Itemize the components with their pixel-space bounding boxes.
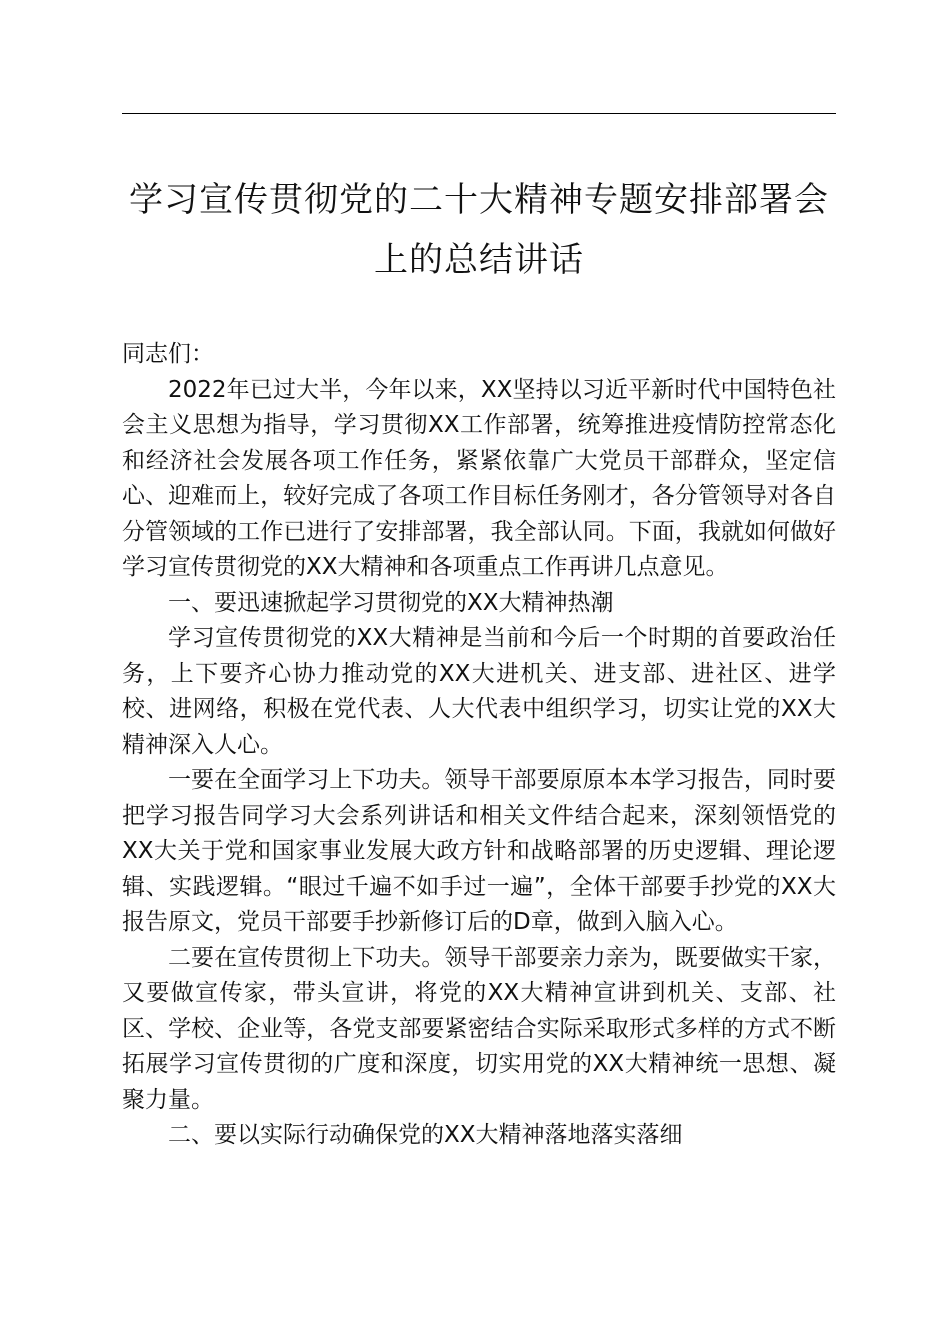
document-title xyxy=(122,170,836,290)
document-body xyxy=(122,337,836,1154)
paragraph-point-1: 一要在全面学习上下功夫。领导干部要原原本本学习报告，同时要把学习报告同学习大会系列讲话和相关文件结合起来，深刻领悟党的XX大关于党和国家事业发展大政方针和战略部署的历史逻辑、理论逻辑、实践逻辑。“眼过千遍不如手过一遍”，全体干部要手抄党的XX大报告原文，党员干部要手抄新修订后的D章，做到入脑入心。 xyxy=(122,767,836,935)
paragraph-section-1: 学习宣传贯彻党的XX大精神是当前和今后一个时期的首要政治任务，上下要齐心协力推动党的XX大进机关、进支部、进社区、进学校、进网络，积极在党代表、人大代表中组织学习，切实让党的XX大精神深入人心。 xyxy=(122,625,836,758)
salutation: 同志们： xyxy=(122,341,214,367)
section-heading-2: 二、要以实际行动确保党的XX大精神落地落实落细 xyxy=(168,1122,683,1148)
header-rule xyxy=(122,113,836,114)
paragraph-point-2: 二要在宣传贯彻上下功夫。领导干部要亲力亲为，既要做实干家，又要做宣传家，带头宣讲，将党的XX大精神宣讲到机关、支部、社区、学校、企业等，各党支部要紧密结合实际采取形式多样的方式不断拓展学习宣传贯彻的广度和深度，切实用党的XX大精神统一思想、凝聚力量。 xyxy=(122,944,836,1113)
section-heading-1: 一、要迅速掀起学习贯彻党的XX大精神热潮 xyxy=(168,589,614,616)
title-line-1: 学习宣传贯彻党的二十大精神专题安排部署会 xyxy=(129,180,829,220)
title-line-2: 上的总结讲话 xyxy=(374,240,584,280)
paragraph-intro: 2022年已过大半，今年以来，XX坚持以习近平新时代中国特色社会主义思想为指导，学习贯彻XX工作部署，统筹推进疫情防控常态化和经济社会发展各项工作任务，紧紧依靠广大党员干部群众，坚定信心、迎难而上，较好完成了各项工作目标任务刚才，各分管领导对各自分管领域的工作已进行了安排部署，我全部认同。下面，我就如何做好学习宣传贯彻党的XX大精神和各项重点工作再讲几点意见。 xyxy=(122,376,836,580)
